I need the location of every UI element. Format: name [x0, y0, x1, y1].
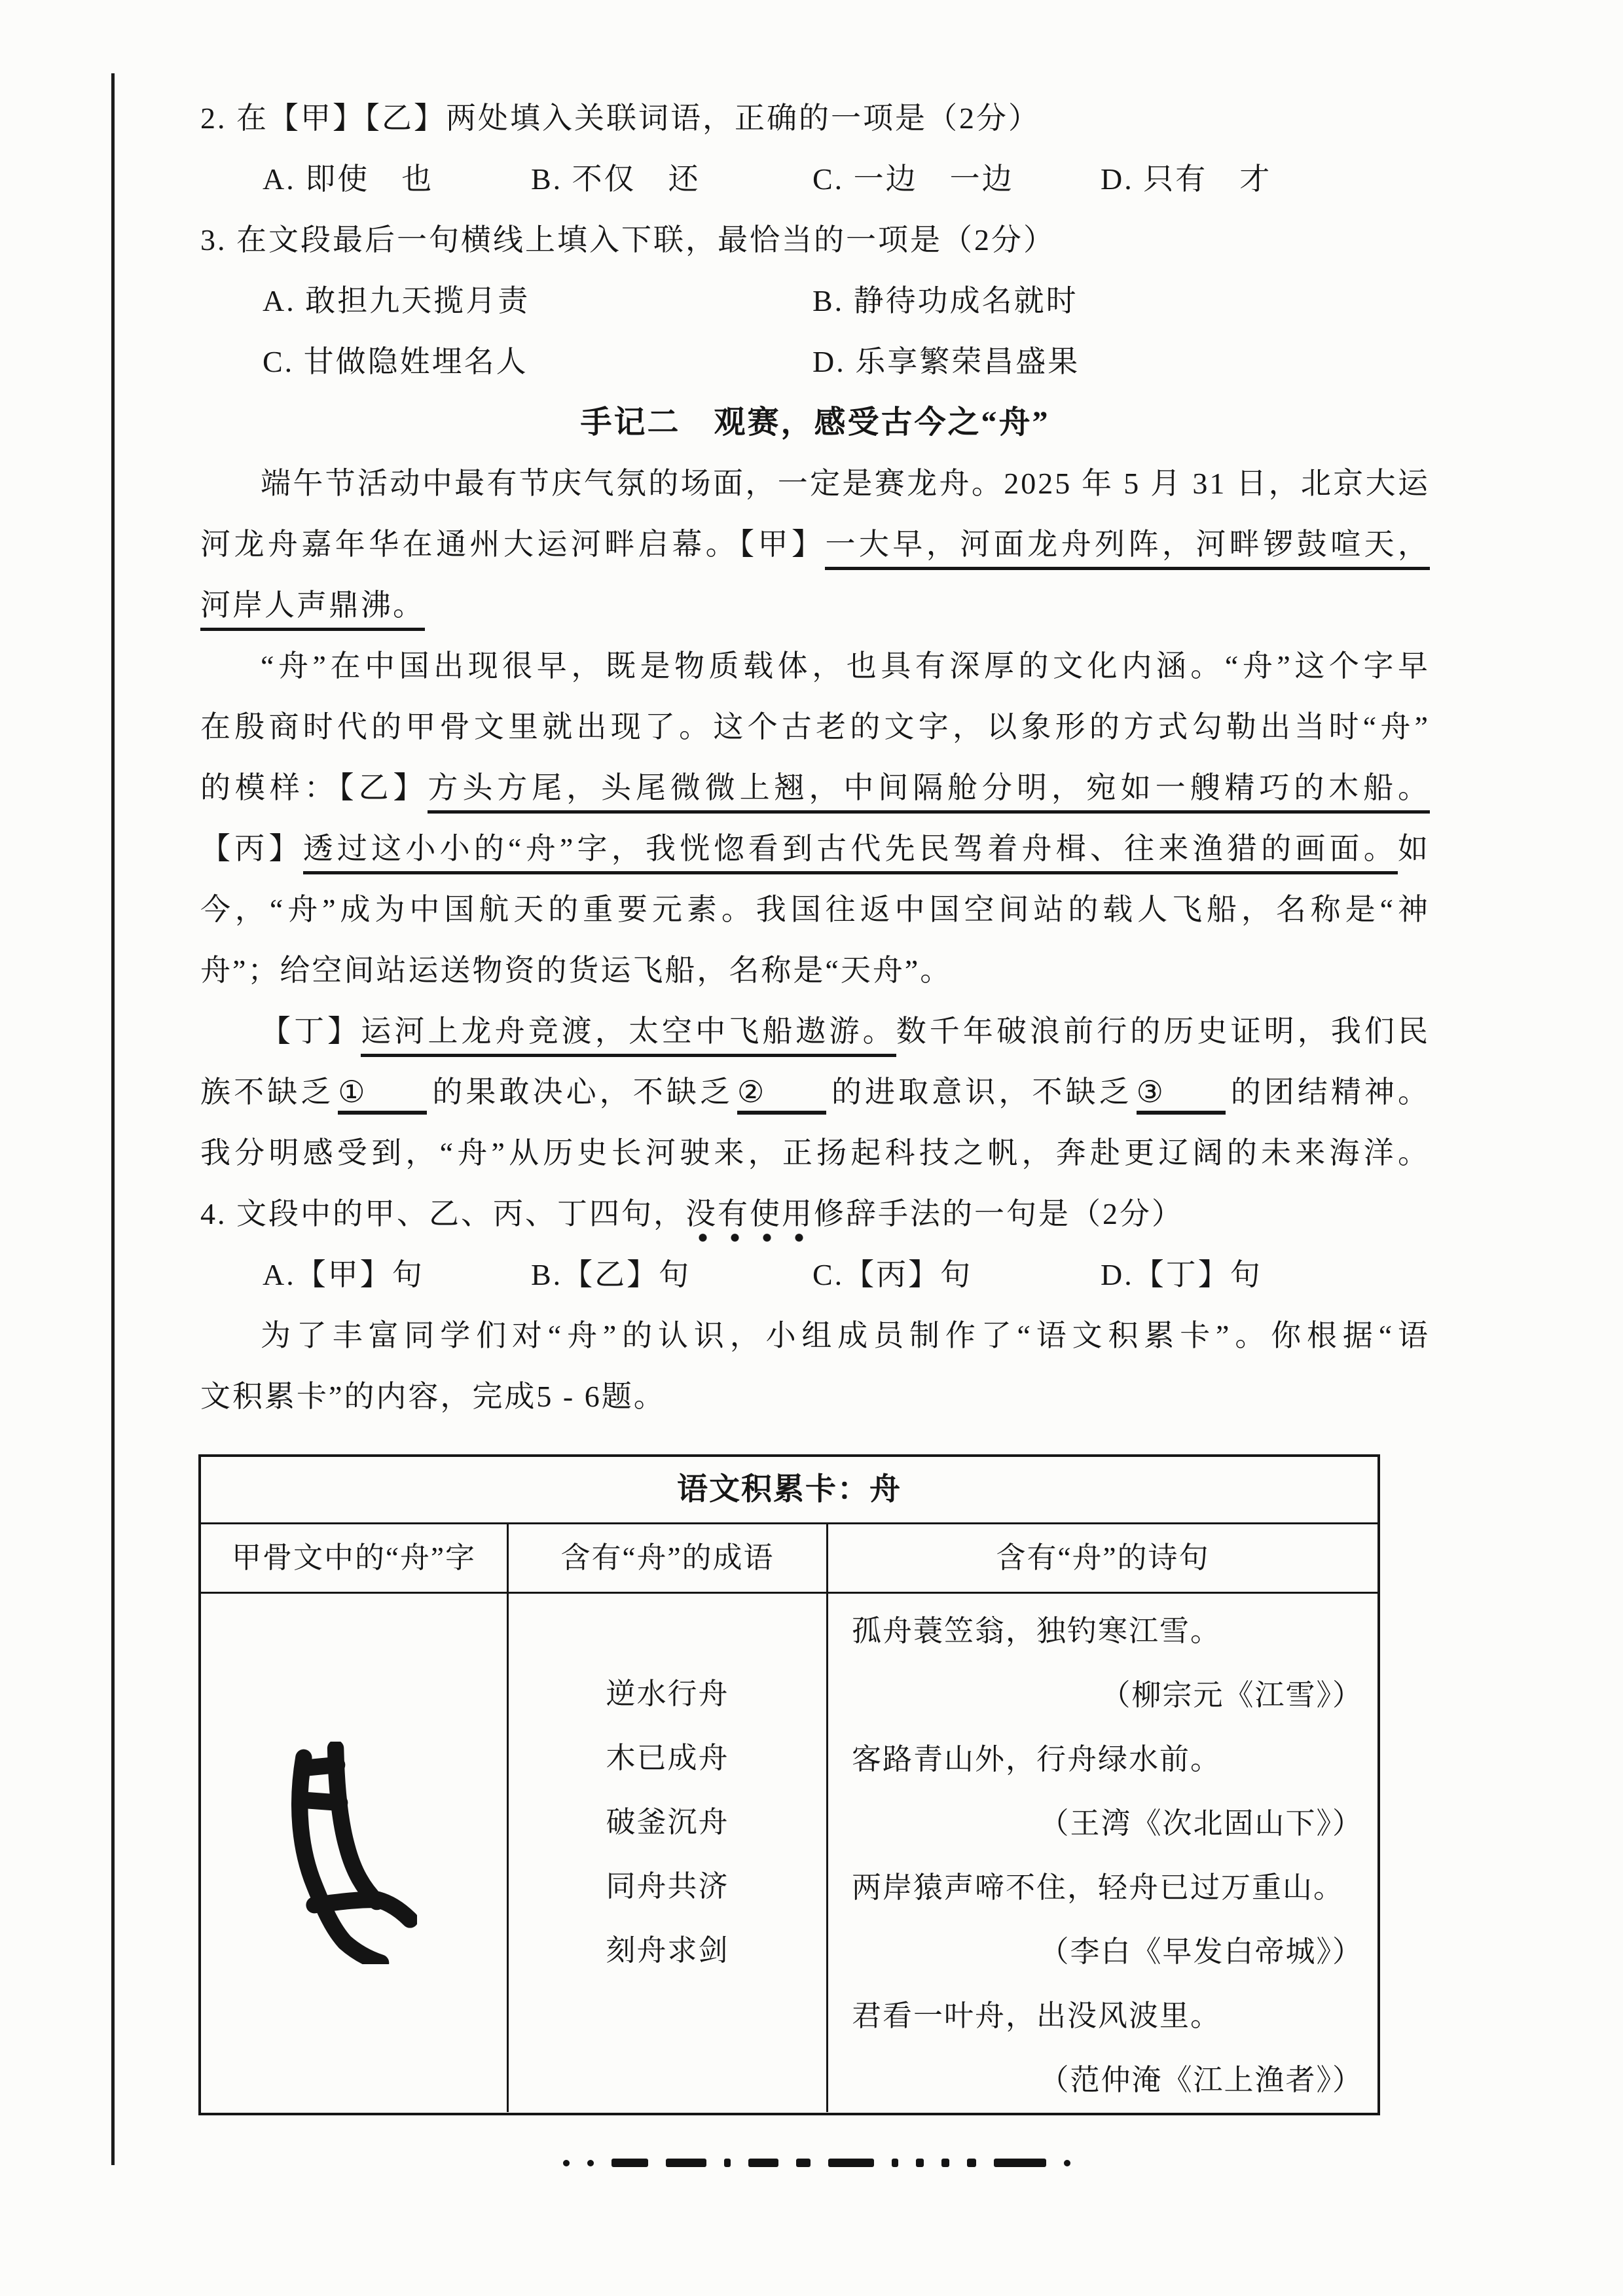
paragraph-2-line-5 — [200, 879, 1430, 940]
poem-source: （王湾《次北固山下》） — [1039, 1807, 1363, 1840]
fill-blank-3: ③ — [1137, 1074, 1226, 1115]
footer-mark — [941, 2159, 949, 2167]
poems-cell — [828, 1594, 1377, 2112]
paragraph-3-line-3 — [200, 1122, 1430, 1183]
section-subtitle — [200, 392, 1430, 453]
card-intro-line-2 — [200, 1366, 1430, 1427]
q2-option-b: B. 不仅 还 — [531, 162, 701, 196]
p2-l5-text: 今，“舟”成为中国航天的重要元素。我国往返中国空间站的载人飞船，名称是“神 — [200, 893, 1430, 926]
question-2-text: 2. 在【甲】【乙】两处填入关联词语，正确的一项是（2分） — [200, 101, 1040, 135]
card-header-oracle-glyph: 甲骨文中的“舟”字 — [201, 1524, 509, 1592]
poem-verse: 客路青山外，行舟绿水前。 — [852, 1743, 1222, 1776]
poem-verse: 孤舟蓑笠翁，独钓寒江雪。 — [852, 1615, 1222, 1647]
paragraph-2-line-6 — [200, 940, 1430, 1001]
footer-mark — [916, 2159, 924, 2167]
footer-mark — [587, 2160, 594, 2166]
p3-l2-seg4: 的团结精神。 — [1229, 1075, 1431, 1109]
footer-mark — [796, 2159, 811, 2167]
footer-mark — [611, 2159, 648, 2167]
idiom-item: 同舟共济 — [606, 1870, 729, 1903]
p2-l3-prefix: 的模样：【乙】 — [200, 771, 428, 804]
footer-mark — [892, 2159, 898, 2167]
p1-l1-text: 端午节活动中最有节庆气氛的场面，一定是赛龙舟。2025 年 5 月 31 日，北京大运 — [261, 467, 1430, 500]
oracle-bone-zhou-glyph-icon — [291, 1742, 417, 1964]
q4-stem-emphasized: 没有使用 — [685, 1197, 814, 1244]
footer-mark — [994, 2159, 1046, 2167]
p3-l1-underlined: 运河上龙舟竞渡，太空中飞船遨游。 — [361, 1014, 896, 1057]
p1-l2-prefix: 河龙舟嘉年华在通州大运河畔启幕。【甲】 — [200, 528, 826, 561]
p1-l3-underlined: 河岸人声鼎沸。 — [200, 588, 425, 631]
footer-mark — [748, 2159, 778, 2167]
oracle-glyph-cell — [201, 1594, 509, 2112]
page-body — [200, 88, 1430, 1427]
p2-l4-suffix: 如 — [1398, 832, 1430, 865]
question-4-options — [200, 1244, 1430, 1305]
q3-option-a: A. 敢担九天揽月责 — [263, 284, 530, 317]
q2-option-a: A. 即使 也 — [263, 162, 434, 196]
idiom-item: 刻舟求剑 — [606, 1934, 729, 1967]
question-3-stem — [200, 209, 1430, 270]
paragraph-2-line-4 — [200, 818, 1430, 879]
p2-l1-text: “舟”在中国出现很早，既是物质载体，也具有深厚的文化内涵。“舟”这个字早 — [261, 649, 1430, 683]
fill-blank-2: ② — [737, 1074, 826, 1115]
footer-mark — [967, 2159, 976, 2167]
card-header-row — [201, 1524, 1377, 1594]
p3-l3-text: 我分明感受到，“舟”从历史长河驶来，正扬起科技之帆，奔赴更辽阔的未来海洋。 — [200, 1136, 1430, 1170]
q3-option-c: C. 甘做隐姓埋名人 — [263, 345, 528, 378]
footer-mark — [666, 2159, 706, 2167]
card-title: 语文积累卡：舟 — [201, 1457, 1377, 1524]
idiom-item: 木已成舟 — [606, 1742, 729, 1774]
q3-option-b: B. 静待功成名就时 — [812, 284, 1078, 317]
p3-l2-seg1: 族不缺乏 — [200, 1075, 335, 1109]
p1-l2-underlined: 一大早，河面龙舟列阵，河畔锣鼓喧天， — [825, 528, 1430, 570]
p3-l2-seg2: 的果敢决心，不缺乏 — [431, 1075, 733, 1109]
question-3-options-row-2 — [200, 331, 1430, 392]
footer-mark — [563, 2160, 570, 2166]
paragraph-2-line-3 — [200, 757, 1430, 818]
question-2-options — [200, 149, 1430, 209]
q2-option-c: C. 一边 一边 — [812, 162, 1014, 196]
paragraph-3-line-1 — [200, 1001, 1430, 1062]
idiom-item: 逆水行舟 — [606, 1677, 729, 1710]
poem-verse: 两岸猿声啼不住，轻舟已过万重山。 — [852, 1871, 1345, 1904]
idiom-item: 破釜沉舟 — [606, 1806, 729, 1839]
poem-verse: 君看一叶舟，出没风波里。 — [852, 2000, 1222, 2032]
poem-source: （李白《早发白帝城》） — [1039, 1935, 1363, 1968]
poem-source: （柳宗元《江雪》） — [1101, 1679, 1363, 1712]
question-4-stem — [200, 1183, 1430, 1244]
card-header-idioms: 含有“舟”的成语 — [509, 1524, 828, 1592]
paragraph-1-line-3 — [200, 575, 1430, 636]
p3-l2-seg3: 的进取意识，不缺乏 — [830, 1075, 1133, 1109]
intro-l2-text: 文积累卡”的内容，完成5 - 6题。 — [200, 1380, 666, 1413]
p2-l4-prefix: 【丙】 — [200, 832, 303, 865]
footer-illegible-text — [563, 2159, 1070, 2167]
paragraph-1-line-2 — [200, 514, 1430, 575]
section-subtitle-text: 手记二 观赛，感受古今之“舟” — [580, 405, 1050, 440]
footer-mark — [828, 2159, 874, 2167]
card-header-poems: 含有“舟”的诗句 — [996, 1541, 1210, 1574]
q2-option-d: D. 只有 才 — [1101, 162, 1272, 196]
question-3-options-row-1 — [200, 270, 1430, 331]
paragraph-2-line-2 — [200, 696, 1430, 757]
q4-option-d: D.【丁】句 — [1101, 1258, 1262, 1291]
q4-stem-rest: 修辞手法的一句是（2分） — [814, 1197, 1184, 1230]
idioms-cell — [509, 1594, 828, 2112]
card-intro-line-1 — [200, 1305, 1430, 1366]
p2-l6-text: 舟”；给空间站运送物资的货运飞船，名称是“天舟”。 — [200, 954, 953, 987]
footer-mark — [1064, 2160, 1070, 2166]
q4-option-a: A.【甲】句 — [263, 1258, 424, 1291]
p3-l1-rest: 数千年破浪前行的历史证明，我们民 — [896, 1014, 1431, 1048]
paragraph-1-line-1 — [200, 453, 1430, 514]
q3-option-d: D. 乐享繁荣昌盛果 — [812, 345, 1080, 378]
p2-l3-underlined: 方头方尾，头尾微微上翘，中间隔舱分明，宛如一艘精巧的木船。 — [428, 771, 1430, 814]
paragraph-3-line-2 — [200, 1062, 1430, 1122]
card-body-row — [201, 1594, 1377, 2112]
left-binding-rule — [111, 73, 115, 2165]
intro-l1-text: 为了丰富同学们对“舟”的认识，小组成员制作了“语文积累卡”。你根据“语 — [261, 1319, 1430, 1352]
p2-l4-underlined: 透过这小小的“舟”字，我恍惚看到古代先民驾着舟楫、往来渔猎的画面。 — [303, 832, 1398, 874]
poem-source: （范仲淹《江上渔者》） — [1039, 2064, 1363, 2096]
footer-mark — [724, 2159, 731, 2167]
q4-option-b: B.【乙】句 — [531, 1258, 691, 1291]
question-2-stem — [200, 88, 1430, 149]
p2-l2-text: 在殷商时代的甲骨文里就出现了。这个古老的文字，以象形的方式勾勒出当时“舟” — [200, 710, 1430, 744]
q4-option-c: C.【丙】句 — [812, 1258, 973, 1291]
fill-blank-1: ① — [338, 1074, 427, 1115]
question-3-text: 3. 在文段最后一句横线上填入下联，最恰当的一项是（2分） — [200, 223, 1055, 257]
p3-l1-prefix: 【丁】 — [261, 1014, 361, 1048]
paragraph-2-line-1 — [200, 636, 1430, 696]
q4-stem-prefix: 4. 文段中的甲、乙、丙、丁四句， — [200, 1197, 685, 1230]
chinese-accumulation-card-table — [198, 1454, 1380, 2115]
